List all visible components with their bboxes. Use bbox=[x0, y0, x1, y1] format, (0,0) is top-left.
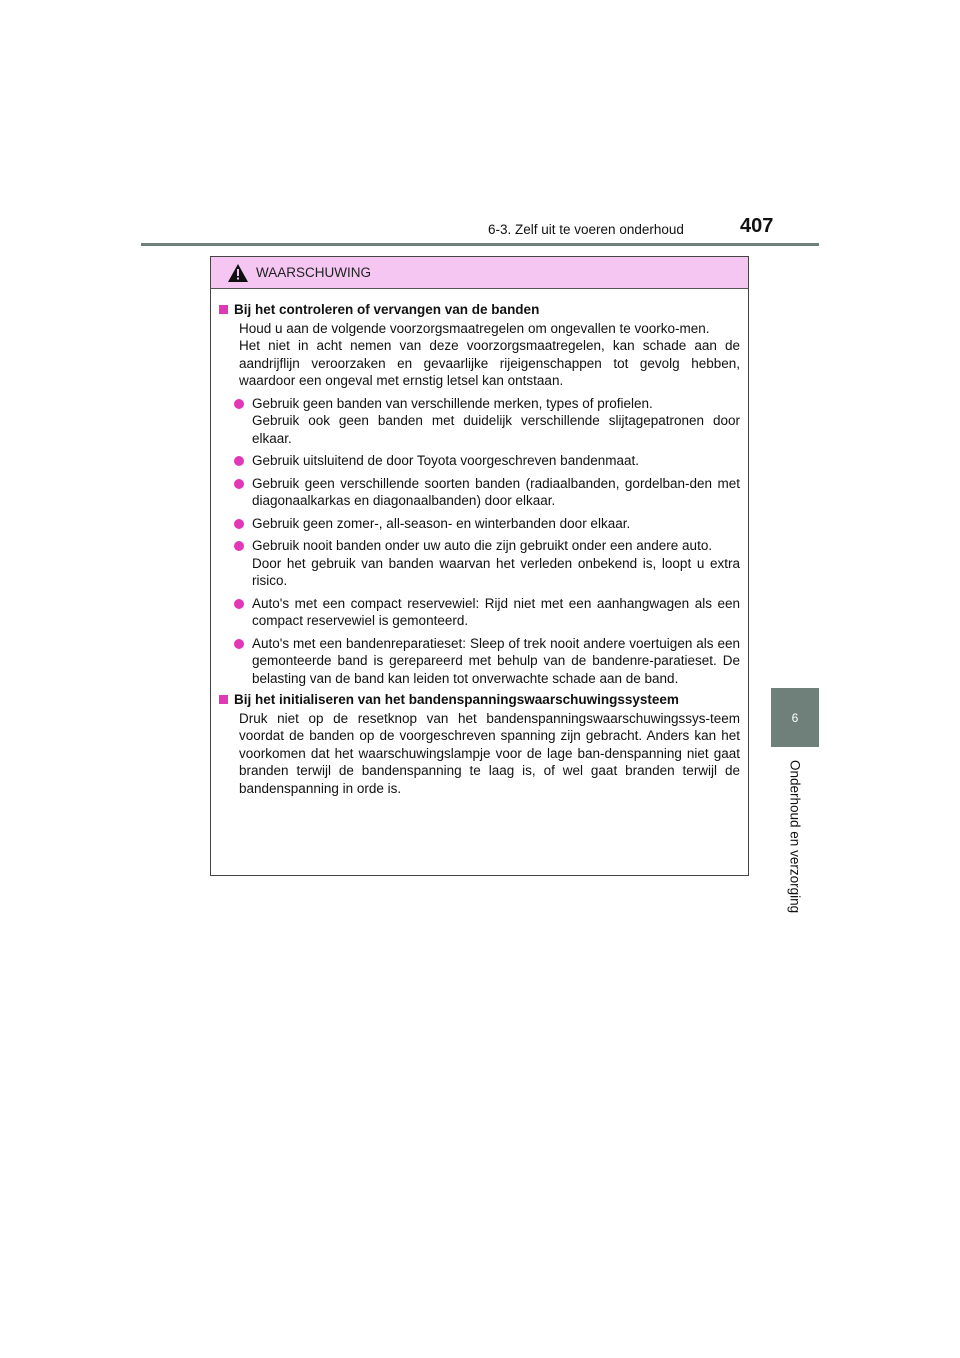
warning-triangle-icon bbox=[228, 264, 248, 282]
round-bullet-icon bbox=[234, 639, 244, 649]
list-item bbox=[219, 475, 740, 510]
heading-text: Bij het controleren of vervangen van de banden bbox=[234, 302, 540, 317]
intro-paragraph: Houd u aan de volgende voorzorgsmaatregelen om ongevallen te voorko-men. bbox=[239, 320, 710, 336]
warning-header bbox=[211, 257, 748, 289]
chapter-number: 6 bbox=[791, 710, 799, 725]
round-bullet-icon bbox=[234, 541, 244, 551]
square-bullet-icon bbox=[219, 305, 228, 314]
round-bullet-icon bbox=[234, 399, 244, 409]
list-item bbox=[219, 635, 740, 688]
bullet-text: Auto's met een bandenreparatieset: Sleep of trek nooit andere voertuigen als een gemonteerde band is gerepareerd met behulp van de bandenre-paratieset. De belasting van de band kan leiden tot onverwachte schade aan de band. bbox=[252, 635, 740, 686]
round-bullet-icon bbox=[234, 456, 244, 466]
chapter-title: Onderhoud en verzorging bbox=[787, 760, 803, 914]
bullet-text: Gebruik uitsluitend de door Toyota voorgeschreven bandenmaat. bbox=[252, 453, 639, 468]
warning-box bbox=[210, 256, 749, 876]
page-number: 407 bbox=[740, 215, 774, 237]
bullet-text: Gebruik geen verschillende soorten banden (radiaalbanden, gordelban-den met diagonaalkarkas en diagonaalbanden) door elkaar. bbox=[252, 475, 740, 508]
section-heading bbox=[219, 691, 740, 709]
warning-title: WAARSCHUWING bbox=[256, 265, 371, 280]
round-bullet-icon bbox=[234, 519, 244, 529]
heading-text: Bij het initialiseren van het bandenspanningswaarschuwingssysteem bbox=[234, 692, 679, 707]
chapter-tab bbox=[771, 688, 819, 747]
list-item bbox=[219, 395, 740, 448]
intro-paragraph: Druk niet op de resetknop van het bandenspanningswaarschuwingssys-teem voordat de banden op de voorgeschreven spanning zijn gebracht. Anders kan het voorkomen dat het waarschuwingslampje voor de lage ban-denspanning niet gaat branden terwijl de bandenspanning te laag is, of wel gaat branden terwijl de bandenspanning in orde is. bbox=[239, 710, 740, 796]
list-item bbox=[219, 595, 740, 630]
bullet-text: Door het gebruik van banden waarvan het verleden onbekend is, loopt u extra risico. bbox=[252, 555, 740, 588]
intro-paragraph: Het niet in acht nemen van deze voorzorgsmaatregelen, kan schade aan de aandrijflijn veroorzaken en gevaarlijke rijeigenschappen tot gevolg hebben, waardoor een ongeval met ernstig letsel kan ontstaan. bbox=[239, 338, 740, 388]
round-bullet-icon bbox=[234, 599, 244, 609]
header-rule bbox=[141, 243, 819, 246]
round-bullet-icon bbox=[234, 479, 244, 489]
bullet-text: Gebruik nooit banden onder uw auto die zijn gebruikt onder een andere auto. bbox=[252, 538, 713, 553]
section-title: 6-3. Zelf uit te voeren onderhoud bbox=[488, 222, 684, 237]
section-heading bbox=[219, 301, 740, 319]
bullet-text: Gebruik geen banden van verschillende merken, types of profielen. bbox=[252, 395, 653, 411]
list-item bbox=[219, 537, 740, 590]
square-bullet-icon bbox=[219, 695, 228, 704]
bullet-text: Gebruik ook geen banden met duidelijk verschillende slijtagepatronen door elkaar. bbox=[252, 413, 740, 446]
list-item bbox=[219, 452, 740, 470]
warning-body bbox=[211, 289, 748, 797]
list-item bbox=[219, 515, 740, 533]
bullet-text: Auto's met een compact reservewiel: Rijd niet met een aanhangwagen als een compact reservewiel is gemonteerd. bbox=[252, 595, 740, 628]
bullet-text: Gebruik geen zomer-, all-season- en winterbanden door elkaar. bbox=[252, 515, 631, 531]
